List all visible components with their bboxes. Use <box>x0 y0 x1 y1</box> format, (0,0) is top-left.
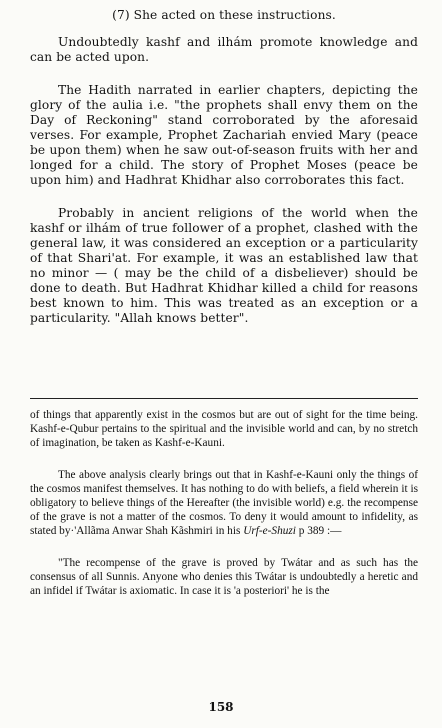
footnote-text <box>30 409 418 599</box>
footnote-divider <box>30 398 418 399</box>
footnote-paragraph-analysis <box>30 469 418 538</box>
paragraph-hadith: The Hadith narrated in earlier chapters, depicting the glory of the aulia i.e. "the prophets shall envy them on the Day of Reckoning" stand corroborated by the aforesaid verses. For example, Prophet Zachariah envied Mary (peace be upon them) when he saw out-of-season fruits with her and longed for a child. The story of Prophet Moses (peace be upon him) and Hadhrat Khidhar also corroborates this fact. <box>30 83 418 187</box>
numbered-item-7: (7) She acted on these instructions. <box>112 8 336 22</box>
footnote-quotation: "The recompense of the grave is proved by Twátar and as such has the consensus of all Sunnis. Anyone who denies this Twátar is undoubtedly a heretic and an infidel if Twátar is axiomatic. In case it is 'a posteriori' he is the <box>30 557 418 597</box>
page-number: 158 <box>208 700 234 714</box>
analysis-text: The above analysis clearly brings out that in Kashf-e-Kauni only the things of the cosmos manifest themselves. It has nothing to do with beliefs, a field wherein it is obligatory to believe things of the Hereafter (the invisible world) e.g. the recompense of the grave is not a matter of the cosmos. To deny it would amount to infidelity, as stated by·'Allãma Anwar Shah Kãshmiri in his <box>30 469 418 537</box>
paragraph-ancient-religions: Probably in ancient religions of the world when the kashf or ilhám of true follower of a prophet, clashed with the general law, it was considered an exception or a particularity of that Shari'at. For example, it was an established law that no minor — ( may be the child of a disbeliever) should be done to death. But Hadhrat Khidhar killed a child for reasons best known to him. This was treated as an exception or a particularity. "Allah knows better". <box>30 206 418 325</box>
footnote-paragraph-continued: of things that apparently exist in the cosmos but are out of sight for the time being. Kashf-e-Qubur pertains to the spiritual and the invisible world and can, by no stretch of imagination, be taken as Kashf-e-Kauni. <box>30 409 418 449</box>
book-title: Urf-e-Shuzi <box>243 524 296 537</box>
paragraph-kashf-ilham: Undoubtedly kashf and ilhám promote knowledge and can be acted upon. <box>30 35 418 64</box>
main-text <box>30 8 418 326</box>
analysis-text-end: p 389 :— <box>295 524 342 537</box>
